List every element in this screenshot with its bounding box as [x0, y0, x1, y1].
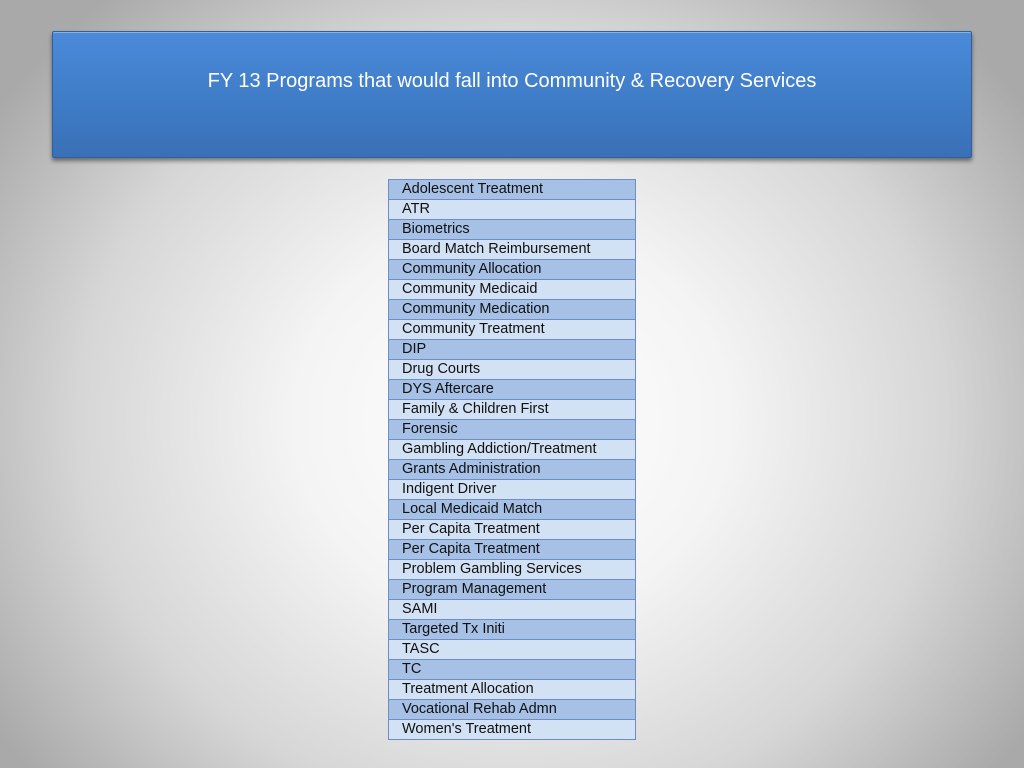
table-row [389, 260, 636, 280]
program-name-cell: ATR [389, 200, 636, 220]
program-name-cell: Grants Administration [389, 460, 636, 480]
program-name-cell: Gambling Addiction/Treatment [389, 440, 636, 460]
program-name-cell: Program Management [389, 580, 636, 600]
table-row [389, 520, 636, 540]
program-name-cell: Problem Gambling Services [389, 560, 636, 580]
program-name-cell: SAMI [389, 600, 636, 620]
table-row [389, 660, 636, 680]
program-name-cell: Biometrics [389, 220, 636, 240]
program-name-cell: Women's Treatment [389, 720, 636, 740]
program-name-cell: Community Allocation [389, 260, 636, 280]
program-name-cell: Per Capita Treatment [389, 520, 636, 540]
table-row [389, 700, 636, 720]
table-row [389, 240, 636, 260]
table-row [389, 300, 636, 320]
table-row [389, 180, 636, 200]
program-name-cell: Treatment Allocation [389, 680, 636, 700]
program-name-cell: DIP [389, 340, 636, 360]
program-name-cell: TASC [389, 640, 636, 660]
table-row [389, 540, 636, 560]
table-row [389, 420, 636, 440]
title-banner [52, 31, 972, 158]
table-row [389, 340, 636, 360]
program-list [389, 180, 636, 740]
table-row [389, 360, 636, 380]
table-row [389, 460, 636, 480]
program-name-cell: Community Medication [389, 300, 636, 320]
program-name-cell: Drug Courts [389, 360, 636, 380]
table-row [389, 560, 636, 580]
program-name-cell: Vocational Rehab Admn [389, 700, 636, 720]
program-name-cell: Community Treatment [389, 320, 636, 340]
program-name-cell: DYS Aftercare [389, 380, 636, 400]
program-name-cell: Targeted Tx Initi [389, 620, 636, 640]
table-row [389, 440, 636, 460]
program-name-cell: Indigent Driver [389, 480, 636, 500]
program-name-cell: Local Medicaid Match [389, 500, 636, 520]
slide-title: FY 13 Programs that would fall into Community & Recovery Services [207, 70, 817, 92]
program-name-cell: TC [389, 660, 636, 680]
program-name-cell: Board Match Reimbursement [389, 240, 636, 260]
table-row [389, 680, 636, 700]
table-row [389, 220, 636, 240]
table-row [389, 200, 636, 220]
program-name-cell: Community Medicaid [389, 280, 636, 300]
program-name-cell: Family & Children First [389, 400, 636, 420]
table-row [389, 280, 636, 300]
table-row [389, 600, 636, 620]
program-name-cell: Adolescent Treatment [389, 180, 636, 200]
table-row [389, 400, 636, 420]
table-row [389, 620, 636, 640]
table-row [389, 640, 636, 660]
table-row [389, 320, 636, 340]
table-row [389, 480, 636, 500]
table-row [389, 380, 636, 400]
table-row [389, 500, 636, 520]
table-row [389, 720, 636, 740]
program-name-cell: Forensic [389, 420, 636, 440]
program-table [388, 179, 636, 740]
table-row [389, 580, 636, 600]
program-name-cell: Per Capita Treatment [389, 540, 636, 560]
